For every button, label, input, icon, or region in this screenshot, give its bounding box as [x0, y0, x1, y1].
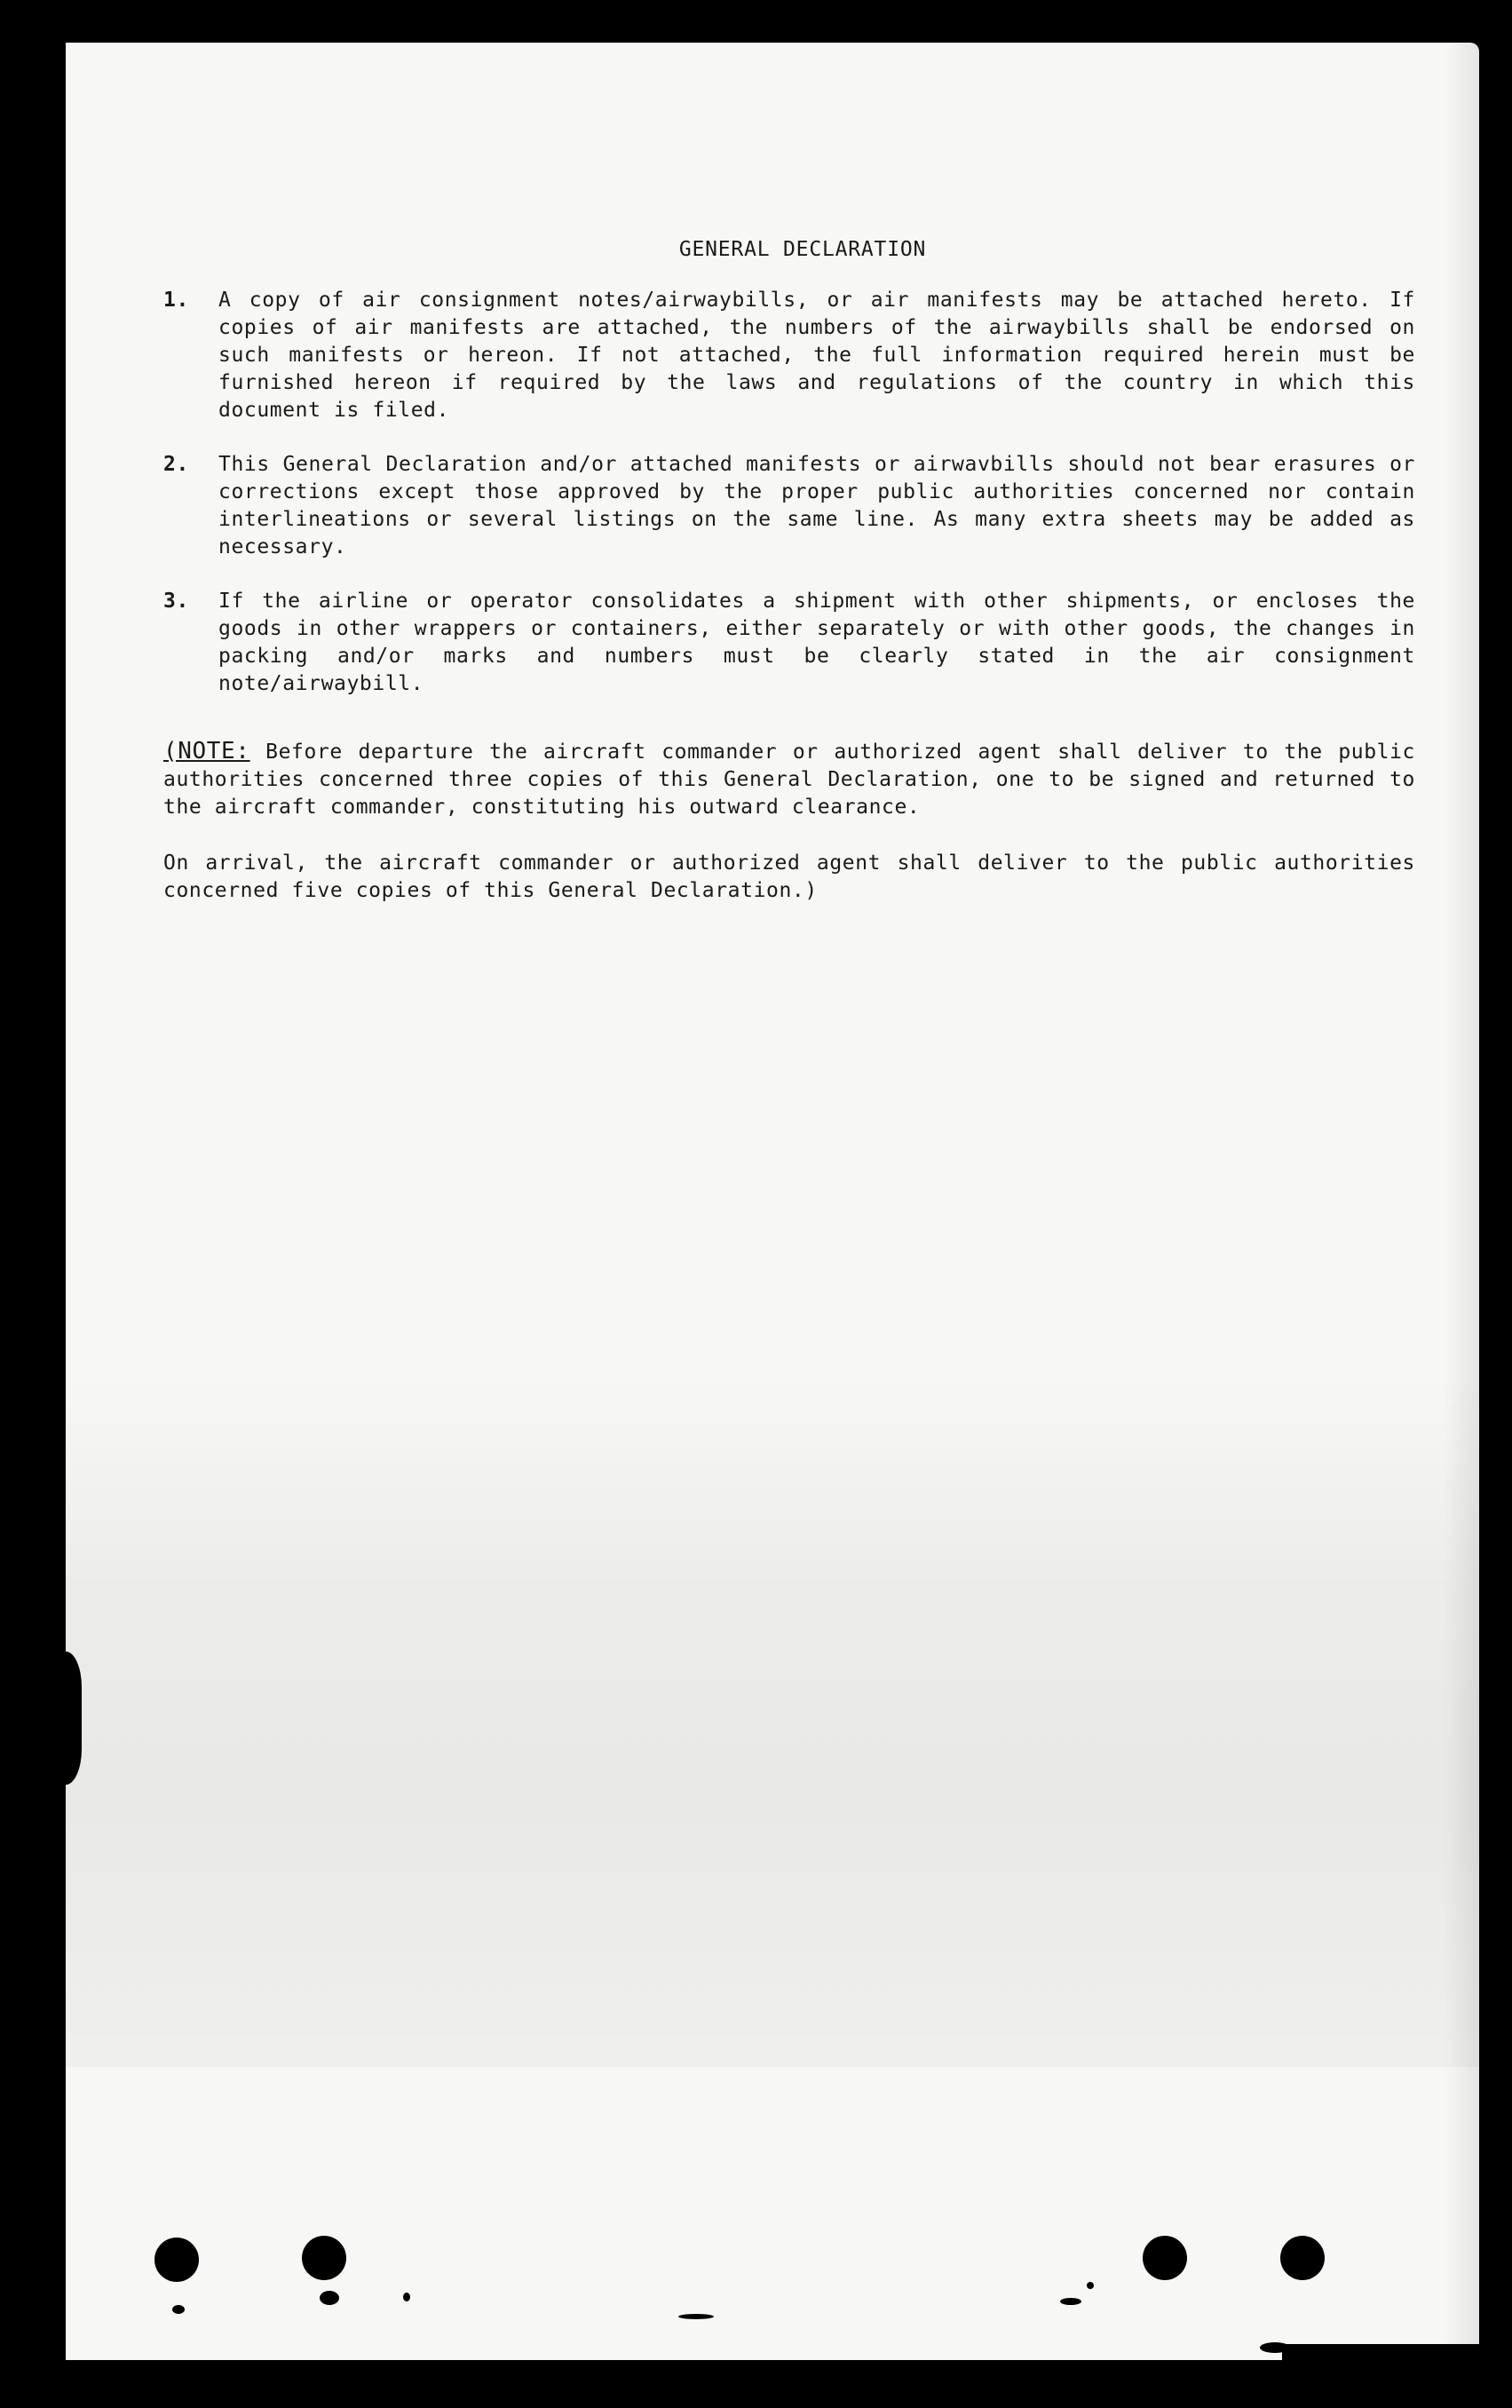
ink-speck: [1087, 2282, 1094, 2289]
show-through-shading: [66, 1374, 1479, 2067]
document-title: GENERAL DECLARATION: [678, 238, 927, 261]
instruction-item-2: [163, 451, 1415, 561]
note-text: Before departure the aircraft commander or authorized agent shall deliver to the public authorities concerned three copies of this General Declaration, one to be signed and returned to the aircraft commander, constituting his outward clearance.: [163, 741, 1416, 819]
page-tear: [66, 1652, 82, 1785]
ink-speck: [1060, 2298, 1081, 2305]
declaration-text-block: [163, 236, 1415, 905]
item-number: 2.: [163, 453, 189, 476]
arrival-note: On arrival, the aircraft commander or authorized agent shall deliver to the public authorities concerned five copies of this General Declaration.): [163, 852, 1415, 902]
punch-hole: [1280, 2236, 1325, 2280]
ink-speck: [320, 2291, 339, 2305]
departure-note: [163, 738, 1415, 821]
ink-speck: [678, 2314, 714, 2319]
item-number: 3.: [163, 590, 189, 613]
punch-hole: [1143, 2236, 1187, 2280]
ink-speck: [172, 2305, 185, 2314]
item-number: 1.: [163, 289, 189, 312]
item-text: If the airline or operator consolidates a shipment with other shipments, or encloses the goods in other wrappers or containers, either separately or with other goods, the changes in packing and/or marks and numbers must be clearly stated in the air consignment note/airwaybill.: [218, 590, 1415, 695]
item-text: This General Declaration and/or attached manifests or airwavbills should not bear erasures or corrections except those approved by the proper public authorities concerned nor contain interlineations or several listings on the same line. As many extra sheets may be added as necessary.: [218, 453, 1415, 558]
note-label: (NOTE:: [163, 738, 250, 764]
page-edge-shadow: [1444, 43, 1479, 2360]
page-tear: [1282, 2344, 1479, 2360]
instruction-item-3: [163, 588, 1415, 698]
punch-hole: [154, 2238, 199, 2282]
ink-speck: [403, 2293, 410, 2301]
document-page: [66, 43, 1479, 2360]
punch-hole: [302, 2236, 346, 2280]
item-text: A copy of air consignment notes/airwaybills, or air manifests may be attached hereto. If copies of air manifests are attached, the numbers of the airwaybills shall be endorsed on such manifests or hereon. If not attached, the full information required herein must be furnished hereon if required by the laws and regulations of the country in which this document is filed.: [218, 289, 1415, 422]
instruction-item-1: [163, 287, 1415, 424]
